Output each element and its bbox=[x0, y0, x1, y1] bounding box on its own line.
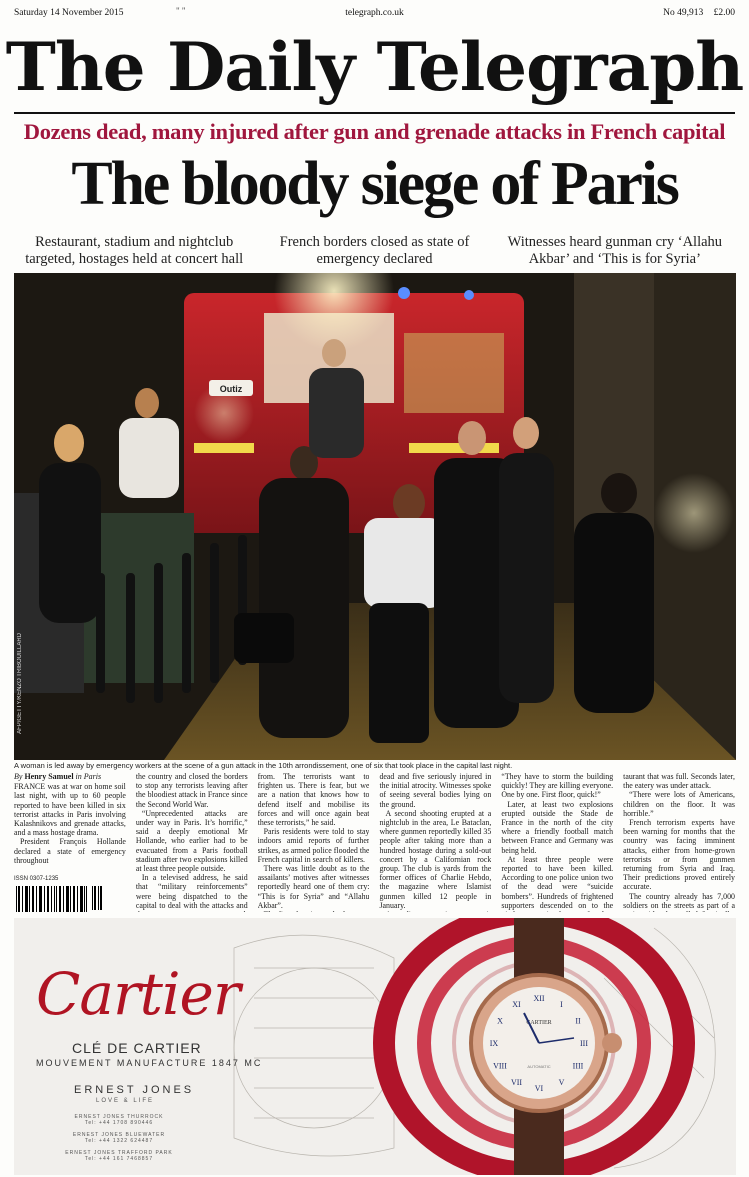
photo-caption: A woman is led away by emergency workers at the scene of a gun attack in the 10th arrondissement, one of six that took place in the capital last night. bbox=[14, 761, 513, 770]
watch-model: CLÉ DE CARTIER bbox=[72, 1040, 202, 1056]
deck-row bbox=[14, 234, 735, 270]
paragraph: There was little doubt as to the assailants’ motives after witnesses reportedly heard one of them cry: “This is for Syria” and “Allahu Akbar”. bbox=[257, 864, 370, 910]
top-marks: " " bbox=[176, 6, 186, 16]
store-entry: ERNEST JONES BLUEWATER Tel: +44 1322 624487 bbox=[72, 1132, 166, 1144]
story-columns bbox=[14, 772, 735, 912]
barcode bbox=[14, 886, 104, 912]
paragraph: At least three people were reported to have been killed. According to one police union two of the dead were “suicide bombers”. Hundreds of frightened supporters descended on to the bbox=[501, 854, 614, 910]
dial-numeral: XI bbox=[512, 1000, 521, 1009]
dial-numeral: II bbox=[575, 1016, 581, 1026]
deck-3: Witnesses heard gunman cry ‘Allahu Akbar’ and ‘This is for Syria’ bbox=[507, 234, 723, 267]
paragraph: “There were lots of Americans, children on the floor. It was horrible.” bbox=[623, 790, 735, 818]
paragraph: French terrorism experts have been warning for months that the country was facing imminent attacks, either from home-grown terrorists or from gunmen returning from Syria and Iraq. Their predictions proved entirely accurate. bbox=[623, 818, 735, 892]
issue-number: No 49,913 bbox=[663, 8, 704, 18]
kicker-headline: Dozens dead, many injured after gun and grenade attacks in French capital bbox=[23, 119, 726, 144]
store-entry: ERNEST JONES THURROCK Tel: +44 1708 890446 bbox=[74, 1114, 164, 1126]
cartier-advert[interactable] bbox=[14, 918, 736, 1175]
deck-1: Restaurant, stadium and nightclub targeted, hostages held at concert hall bbox=[25, 234, 244, 267]
dial-numeral: IX bbox=[489, 1039, 499, 1048]
paragraph: dead and five seriously injured in the initial atrocity. Witnesses spoke of seeing several bodies lying on the ground. bbox=[379, 772, 492, 809]
paragraph bbox=[379, 910, 491, 912]
outiz-sign: Outiz bbox=[219, 384, 243, 394]
byline: By Henry Samuel in Paris bbox=[14, 772, 102, 781]
column-1 bbox=[14, 772, 126, 912]
dial-numeral: VIII bbox=[493, 1061, 507, 1071]
column-3 bbox=[258, 772, 370, 912]
website-url[interactable]: telegraph.co.uk bbox=[345, 8, 404, 18]
paragraph: Later, at least two explosions erupted outside the Stade de France in the north of the city where a friendly football match between France and Germany was being held. bbox=[501, 799, 614, 855]
paragraph: The country already has 7,000 soldiers on the streets as part of a bbox=[623, 891, 735, 910]
column-5 bbox=[501, 772, 613, 912]
masthead-logo: The Daily Telegraph bbox=[5, 28, 744, 106]
dial-numeral: VI bbox=[534, 1084, 544, 1093]
scene-illustration bbox=[14, 273, 736, 760]
paragraph: President François Hollande declared a state of emergency throughout bbox=[14, 837, 126, 865]
photo-credit: AFP/GETTY/KENZO TRIBOUILLARD bbox=[17, 633, 23, 734]
dial-numeral: V bbox=[558, 1078, 565, 1087]
paragraph bbox=[258, 910, 370, 912]
paragraph: from. The terrorists want to frighten us. There is fear, but we are a nation that knows how to defend itself and mobilise its forces and will once again beat these terrorists,” he said. bbox=[257, 772, 370, 828]
column-4 bbox=[379, 772, 491, 912]
issn-label: ISSN 0307-1235 bbox=[14, 876, 59, 883]
paragraph: “They have to storm the building quickly! They are killing everyone. One by one. First floor, quick!” bbox=[501, 772, 614, 800]
retailer-name: ERNEST JONES bbox=[74, 1084, 195, 1096]
dial-numeral: I bbox=[560, 1000, 563, 1009]
masthead-rule bbox=[14, 112, 735, 114]
paragraph: taurant that was full. Seconds later, the eatery was under attack. bbox=[623, 772, 735, 791]
lead-photo bbox=[14, 273, 736, 760]
paragraph: Paris residents were told to stay indoors amid reports of further strikes, as armed police flooded the French capital in search of killers. bbox=[257, 827, 370, 864]
dial-numeral: III bbox=[580, 1039, 588, 1048]
deck-2: French borders closed as state of emergency declared bbox=[279, 234, 470, 267]
paragraph: A second shooting erupted at a nightclub in the area, Le Bataclan, where gunmen reportedly killed 35 people after taking more than a hundred hostage during a sold-out concert by a Californian rock group. The club is yards from the former offices of Charlie Hebdo, the magazine where Islamist gunmen killed 12 people in January. bbox=[379, 808, 492, 910]
paragraph: the country and closed the borders to stop any terrorists leaving after the bloodiest attack in France since the Second World War. bbox=[135, 772, 248, 809]
retailer-tagline: LOVE & LIFE bbox=[96, 1098, 155, 1104]
column-2 bbox=[136, 772, 248, 912]
main-headline: The bloody siege of Paris bbox=[71, 150, 678, 218]
dial-brand: CARTIER bbox=[526, 1020, 552, 1026]
issue-meta bbox=[655, 8, 735, 18]
dial-numeral: VII bbox=[510, 1078, 523, 1087]
top-bar bbox=[14, 8, 735, 22]
dial-numeral: IIII bbox=[572, 1061, 584, 1071]
paragraph: FRANCE was at war on home soil last night, with up to 60 people reported to have been killed in six terrorist attacks in Paris involving Kalashnikovs and grenade attacks, and a mass hostage drama. bbox=[14, 782, 126, 838]
dial-numeral: XII bbox=[533, 994, 545, 1003]
paragraph: “Unprecedented attacks are under way in Paris. It’s horrific,” said a deeply emotional Mr Hollande, who earlier had to be evacuated from a Paris football stadium after two explosions killed at least three people outside. bbox=[135, 808, 248, 874]
byline-author: Henry Samuel bbox=[24, 772, 74, 781]
watch-movement: MOUVEMENT MANUFACTURE 1847 MC bbox=[36, 1058, 263, 1068]
cartier-logo: Cartier bbox=[36, 960, 240, 1028]
paragraph: In a televised address, he said that “military reinforcements” were being dispatched to the capital to deal with the attacks and bbox=[135, 873, 248, 910]
issue-date: Saturday 14 November 2015 bbox=[14, 8, 124, 18]
dial-automatic: AUTOMATIC bbox=[527, 1064, 551, 1069]
cover-price: £2.00 bbox=[713, 8, 735, 18]
store-entry: ERNEST JONES TRAFFORD PARK Tel: +44 161 7468857 bbox=[65, 1150, 173, 1162]
dial-numeral: X bbox=[497, 1016, 503, 1026]
column-6 bbox=[623, 772, 735, 912]
